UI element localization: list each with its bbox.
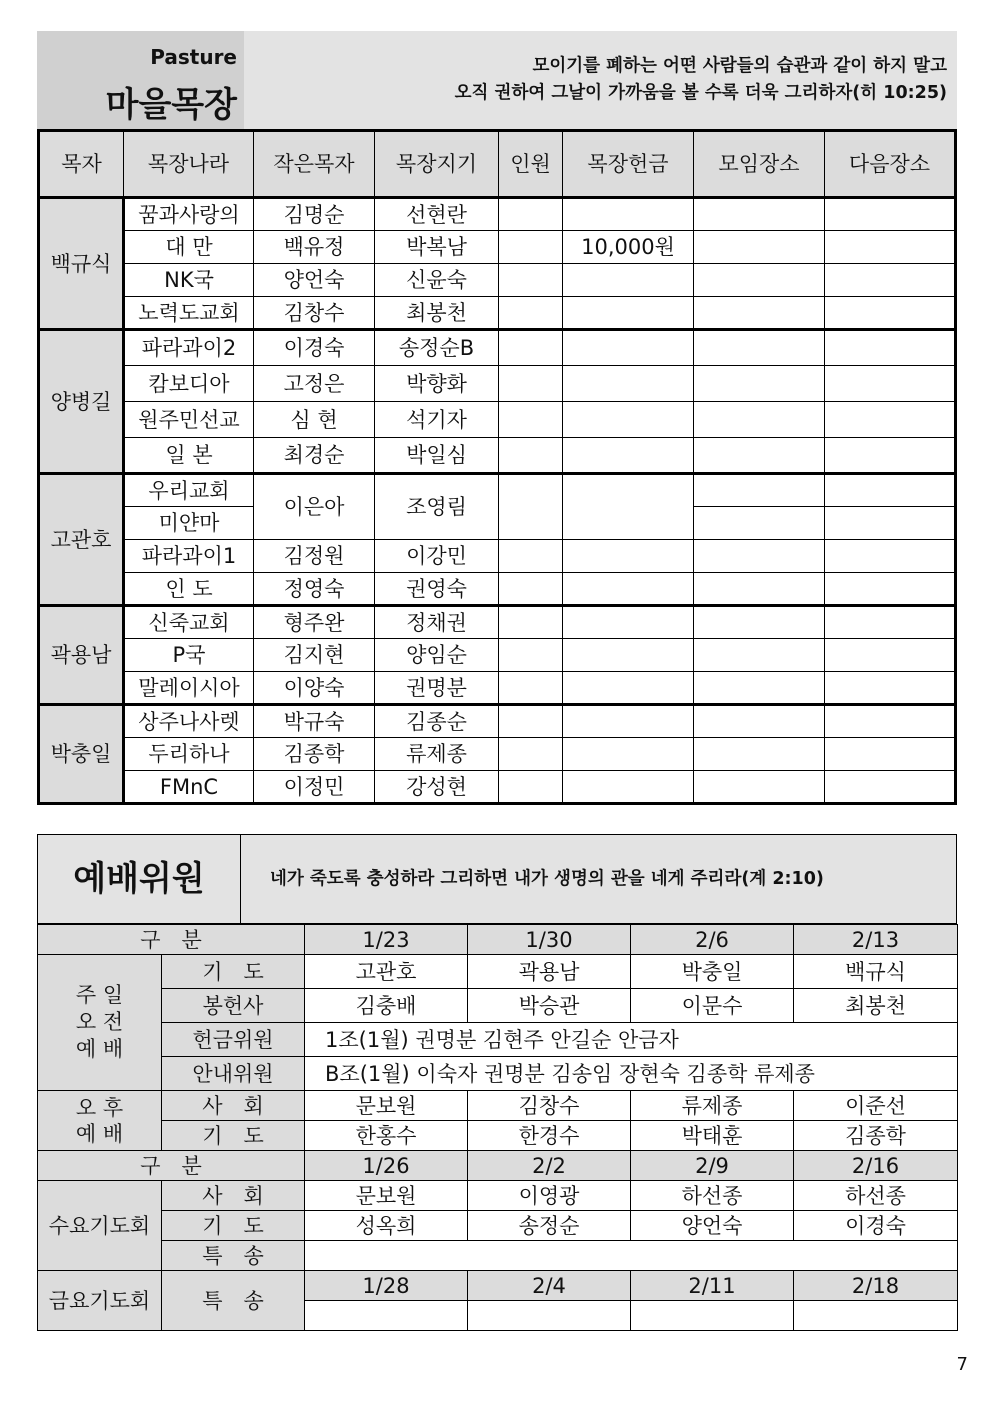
offering-cell xyxy=(563,264,694,297)
meeting-place-cell xyxy=(694,438,825,474)
meeting-place-cell xyxy=(694,507,825,540)
count-cell xyxy=(499,771,563,804)
header-title-block xyxy=(37,31,244,129)
country-cell: 원주민선교 xyxy=(124,402,254,438)
schedule-cell xyxy=(305,1301,468,1331)
schedule-cell: 송정순 xyxy=(468,1211,631,1241)
table-row xyxy=(39,639,956,672)
next-place-cell xyxy=(825,573,956,606)
small-pastor-cell: 김정원 xyxy=(254,540,375,573)
offering-cell xyxy=(563,474,694,540)
meeting-place-cell xyxy=(694,705,825,738)
count-cell xyxy=(499,573,563,606)
schedule-cell: 이준선 xyxy=(794,1091,958,1121)
count-cell xyxy=(499,366,563,402)
country-cell: 상주나사렛 xyxy=(124,705,254,738)
count-cell xyxy=(499,330,563,366)
date-cell: 2/11 xyxy=(631,1271,794,1301)
table-row xyxy=(38,1271,958,1301)
schedule-cell: 문보원 xyxy=(305,1091,468,1121)
country-cell: 꿈과사랑의 xyxy=(124,198,254,231)
schedule-cell: 고관호 xyxy=(305,955,468,989)
table-row xyxy=(39,771,956,804)
offering-cell xyxy=(563,606,694,639)
role-label: 기 도 xyxy=(162,955,305,989)
role-label: 사 회 xyxy=(162,1181,305,1211)
offering-cell xyxy=(563,639,694,672)
small-pastor-cell: 형주완 xyxy=(254,606,375,639)
keeper-cell: 강성현 xyxy=(375,771,499,804)
column-header: 목장지기 xyxy=(375,131,499,198)
meeting-place-cell xyxy=(694,573,825,606)
count-cell xyxy=(499,402,563,438)
page-number: 7 xyxy=(956,1354,968,1375)
column-header: 목장헌금 xyxy=(563,131,694,198)
role-label: 안내위원 xyxy=(162,1057,305,1091)
worship-committee-title: 예배위원 xyxy=(38,835,241,923)
meeting-place-cell xyxy=(694,540,825,573)
schedule-cell: 박승관 xyxy=(468,989,631,1023)
pasture-table xyxy=(37,129,957,805)
count-cell xyxy=(499,231,563,264)
count-cell xyxy=(499,438,563,474)
table-row xyxy=(39,297,956,330)
column-header: 작은목자 xyxy=(254,131,375,198)
schedule-cell: 한홍수 xyxy=(305,1121,468,1151)
keeper-cell: 석기자 xyxy=(375,402,499,438)
offering-cell xyxy=(563,297,694,330)
small-pastor-cell: 고정은 xyxy=(254,366,375,402)
next-place-cell xyxy=(825,231,956,264)
keeper-cell: 선현란 xyxy=(375,198,499,231)
offering-cell xyxy=(563,672,694,705)
country-cell: 인 도 xyxy=(124,573,254,606)
next-place-cell xyxy=(825,438,956,474)
offering-committee-cell: 1조(1월) 권명분 김현주 안길순 안금자 xyxy=(305,1023,958,1057)
small-pastor-cell: 이경숙 xyxy=(254,330,375,366)
small-pastor-cell: 김지현 xyxy=(254,639,375,672)
small-pastor-cell: 양언숙 xyxy=(254,264,375,297)
meeting-place-cell xyxy=(694,738,825,771)
table-row xyxy=(39,231,956,264)
keeper-cell: 박일심 xyxy=(375,438,499,474)
table-row xyxy=(38,989,958,1023)
column-header: 목장나라 xyxy=(124,131,254,198)
header-banner xyxy=(37,31,957,129)
role-label: 특 송 xyxy=(162,1241,305,1271)
schedule-cell: 성옥희 xyxy=(305,1211,468,1241)
column-header: 인원 xyxy=(499,131,563,198)
date-cell: 2/13 xyxy=(794,925,958,955)
keeper-cell: 정채권 xyxy=(375,606,499,639)
schedule-cell: 백규식 xyxy=(794,955,958,989)
date-cell: 2/6 xyxy=(631,925,794,955)
table-row xyxy=(39,672,956,705)
country-cell: 우리교회 xyxy=(124,474,254,507)
keeper-cell: 양임순 xyxy=(375,639,499,672)
offering-cell xyxy=(563,540,694,573)
offering-cell xyxy=(563,705,694,738)
keeper-cell: 류제종 xyxy=(375,738,499,771)
worship-schedule-table xyxy=(37,924,958,1331)
meeting-place-cell xyxy=(694,297,825,330)
schedule-cell: 양언숙 xyxy=(631,1211,794,1241)
keeper-cell: 조영림 xyxy=(375,474,499,540)
keeper-cell: 권영숙 xyxy=(375,573,499,606)
column-header: 다음장소 xyxy=(825,131,956,198)
keeper-cell: 박복남 xyxy=(375,231,499,264)
country-cell: 파라과이2 xyxy=(124,330,254,366)
offering-cell: 10,000원 xyxy=(563,231,694,264)
date-cell: 2/4 xyxy=(468,1271,631,1301)
verse-line-2: 오직 권하여 그날이 가까움을 볼 수록 더욱 그리하자(히 10:25) xyxy=(454,83,947,103)
offering-cell xyxy=(563,402,694,438)
small-pastor-cell: 김명순 xyxy=(254,198,375,231)
keeper-cell: 송정순B xyxy=(375,330,499,366)
worship-committee-verse: 네가 죽도록 충성하라 그리하면 내가 생명의 관을 네게 주리라(계 2:10) xyxy=(270,869,824,889)
pastor-cell: 양병길 xyxy=(39,330,124,474)
meeting-place-cell xyxy=(694,672,825,705)
meeting-place-cell xyxy=(694,771,825,804)
next-place-cell xyxy=(825,198,956,231)
table-row xyxy=(39,438,956,474)
country-cell: NK국 xyxy=(124,264,254,297)
schedule-cell: 문보원 xyxy=(305,1181,468,1211)
schedule-cell: 김충배 xyxy=(305,989,468,1023)
meeting-place-cell xyxy=(694,366,825,402)
date-cell: 2/18 xyxy=(794,1271,958,1301)
country-cell: 말레이시아 xyxy=(124,672,254,705)
schedule-cell: 이영광 xyxy=(468,1181,631,1211)
count-cell xyxy=(499,738,563,771)
schedule-cell xyxy=(794,1301,958,1331)
keeper-cell: 박향화 xyxy=(375,366,499,402)
next-place-cell xyxy=(825,474,956,507)
date-cell: 1/28 xyxy=(305,1271,468,1301)
next-place-cell xyxy=(825,639,956,672)
country-cell: FMnC xyxy=(124,771,254,804)
pastor-cell: 곽용남 xyxy=(39,606,124,705)
schedule-cell xyxy=(468,1301,631,1331)
pastor-cell: 백규식 xyxy=(39,198,124,330)
count-cell xyxy=(499,474,563,540)
table-header-row xyxy=(39,131,956,198)
meeting-place-cell xyxy=(694,330,825,366)
next-place-cell xyxy=(825,672,956,705)
schedule-cell: 하선종 xyxy=(794,1181,958,1211)
meeting-place-cell xyxy=(694,231,825,264)
country-cell: 두리하나 xyxy=(124,738,254,771)
sunday-am-label: 주 일 오 전 예 배 xyxy=(38,955,162,1091)
gubun-label: 구 분 xyxy=(38,1151,305,1181)
schedule-cell: 한경수 xyxy=(468,1121,631,1151)
usher-cell: B조(1월) 이숙자 권명분 김송임 장현숙 김종학 류제종 xyxy=(305,1057,958,1091)
schedule-cell: 김종학 xyxy=(794,1121,958,1151)
offering-cell xyxy=(563,438,694,474)
count-cell xyxy=(499,639,563,672)
schedule-cell: 류제종 xyxy=(631,1091,794,1121)
table-row xyxy=(38,1057,958,1091)
schedule-header-row xyxy=(38,1151,958,1181)
next-place-cell xyxy=(825,771,956,804)
schedule-cell: 박충일 xyxy=(631,955,794,989)
keeper-cell: 신윤숙 xyxy=(375,264,499,297)
country-cell: 파라과이1 xyxy=(124,540,254,573)
column-header: 모임장소 xyxy=(694,131,825,198)
schedule-cell: 이경숙 xyxy=(794,1211,958,1241)
keeper-cell: 이강민 xyxy=(375,540,499,573)
country-cell: 노력도교회 xyxy=(124,297,254,330)
next-place-cell xyxy=(825,297,956,330)
next-place-cell xyxy=(825,402,956,438)
table-row xyxy=(38,1091,958,1121)
count-cell xyxy=(499,198,563,231)
small-pastor-cell: 이은아 xyxy=(254,474,375,540)
count-cell xyxy=(499,672,563,705)
role-label: 기 도 xyxy=(162,1211,305,1241)
page-title: 마을목장 xyxy=(105,85,237,125)
offering-cell xyxy=(563,198,694,231)
role-label: 헌금위원 xyxy=(162,1023,305,1057)
worship-committee-header xyxy=(37,834,957,924)
table-row xyxy=(39,402,956,438)
next-place-cell xyxy=(825,738,956,771)
next-place-cell xyxy=(825,366,956,402)
small-pastor-cell: 김창수 xyxy=(254,297,375,330)
offering-cell xyxy=(563,366,694,402)
meeting-place-cell xyxy=(694,402,825,438)
table-row xyxy=(39,705,956,738)
date-cell: 2/2 xyxy=(468,1151,631,1181)
meeting-place-cell xyxy=(694,639,825,672)
schedule-header-row xyxy=(38,925,958,955)
role-label: 봉헌사 xyxy=(162,989,305,1023)
country-cell: 신죽교회 xyxy=(124,606,254,639)
table-row xyxy=(39,606,956,639)
date-cell: 1/23 xyxy=(305,925,468,955)
schedule-cell xyxy=(631,1301,794,1331)
offering-cell xyxy=(563,330,694,366)
country-cell: 캄보디아 xyxy=(124,366,254,402)
gubun-label: 구 분 xyxy=(38,925,305,955)
meeting-place-cell xyxy=(694,606,825,639)
role-label: 특 송 xyxy=(162,1271,305,1331)
small-pastor-cell: 최경순 xyxy=(254,438,375,474)
table-row xyxy=(38,1023,958,1057)
table-row xyxy=(39,474,956,507)
date-cell: 1/26 xyxy=(305,1151,468,1181)
schedule-cell: 곽용남 xyxy=(468,955,631,989)
table-row xyxy=(39,540,956,573)
table-row xyxy=(38,1121,958,1151)
keeper-cell: 권명분 xyxy=(375,672,499,705)
pastor-cell: 고관호 xyxy=(39,474,124,606)
keeper-cell: 최봉천 xyxy=(375,297,499,330)
role-label: 기 도 xyxy=(162,1121,305,1151)
table-row xyxy=(38,1241,958,1271)
verse-line-1: 모이기를 폐하는 어떤 사람들의 습관과 같이 하지 말고 xyxy=(532,56,947,76)
small-pastor-cell: 심 현 xyxy=(254,402,375,438)
pasture-label: Pasture xyxy=(150,45,237,69)
count-cell xyxy=(499,606,563,639)
next-place-cell xyxy=(825,507,956,540)
count-cell xyxy=(499,264,563,297)
header-verse xyxy=(455,53,947,107)
offering-cell xyxy=(563,573,694,606)
schedule-cell: 김창수 xyxy=(468,1091,631,1121)
date-cell: 2/16 xyxy=(794,1151,958,1181)
keeper-cell: 김종순 xyxy=(375,705,499,738)
count-cell xyxy=(499,297,563,330)
table-row xyxy=(38,1181,958,1211)
table-row xyxy=(38,955,958,989)
table-row xyxy=(39,264,956,297)
small-pastor-cell: 박규숙 xyxy=(254,705,375,738)
table-row xyxy=(39,330,956,366)
small-pastor-cell: 이정민 xyxy=(254,771,375,804)
count-cell xyxy=(499,540,563,573)
table-row xyxy=(39,366,956,402)
next-place-cell xyxy=(825,606,956,639)
schedule-cell: 박태훈 xyxy=(631,1121,794,1151)
schedule-cell: 이문수 xyxy=(631,989,794,1023)
pastor-cell: 박충일 xyxy=(39,705,124,804)
meeting-place-cell xyxy=(694,474,825,507)
next-place-cell xyxy=(825,540,956,573)
count-cell xyxy=(499,705,563,738)
date-cell: 2/9 xyxy=(631,1151,794,1181)
date-cell: 1/30 xyxy=(468,925,631,955)
sunday-pm-label: 오 후 예 배 xyxy=(38,1091,162,1151)
special-song-cell xyxy=(305,1241,958,1271)
country-cell: 미얀마 xyxy=(124,507,254,540)
country-cell: 대 만 xyxy=(124,231,254,264)
small-pastor-cell: 정영숙 xyxy=(254,573,375,606)
offering-cell xyxy=(563,738,694,771)
next-place-cell xyxy=(825,330,956,366)
table-row xyxy=(39,738,956,771)
small-pastor-cell: 백유정 xyxy=(254,231,375,264)
meeting-place-cell xyxy=(694,198,825,231)
small-pastor-cell: 김종학 xyxy=(254,738,375,771)
country-cell: 일 본 xyxy=(124,438,254,474)
column-header: 목자 xyxy=(39,131,124,198)
role-label: 사 회 xyxy=(162,1091,305,1121)
schedule-cell: 최봉천 xyxy=(794,989,958,1023)
next-place-cell xyxy=(825,264,956,297)
table-row xyxy=(38,1211,958,1241)
meeting-place-cell xyxy=(694,264,825,297)
offering-cell xyxy=(563,771,694,804)
country-cell: P국 xyxy=(124,639,254,672)
table-row xyxy=(39,198,956,231)
table-row xyxy=(39,573,956,606)
friday-label: 금요기도회 xyxy=(38,1271,162,1331)
schedule-cell: 하선종 xyxy=(631,1181,794,1211)
next-place-cell xyxy=(825,705,956,738)
small-pastor-cell: 이양숙 xyxy=(254,672,375,705)
wednesday-label: 수요기도회 xyxy=(38,1181,162,1271)
